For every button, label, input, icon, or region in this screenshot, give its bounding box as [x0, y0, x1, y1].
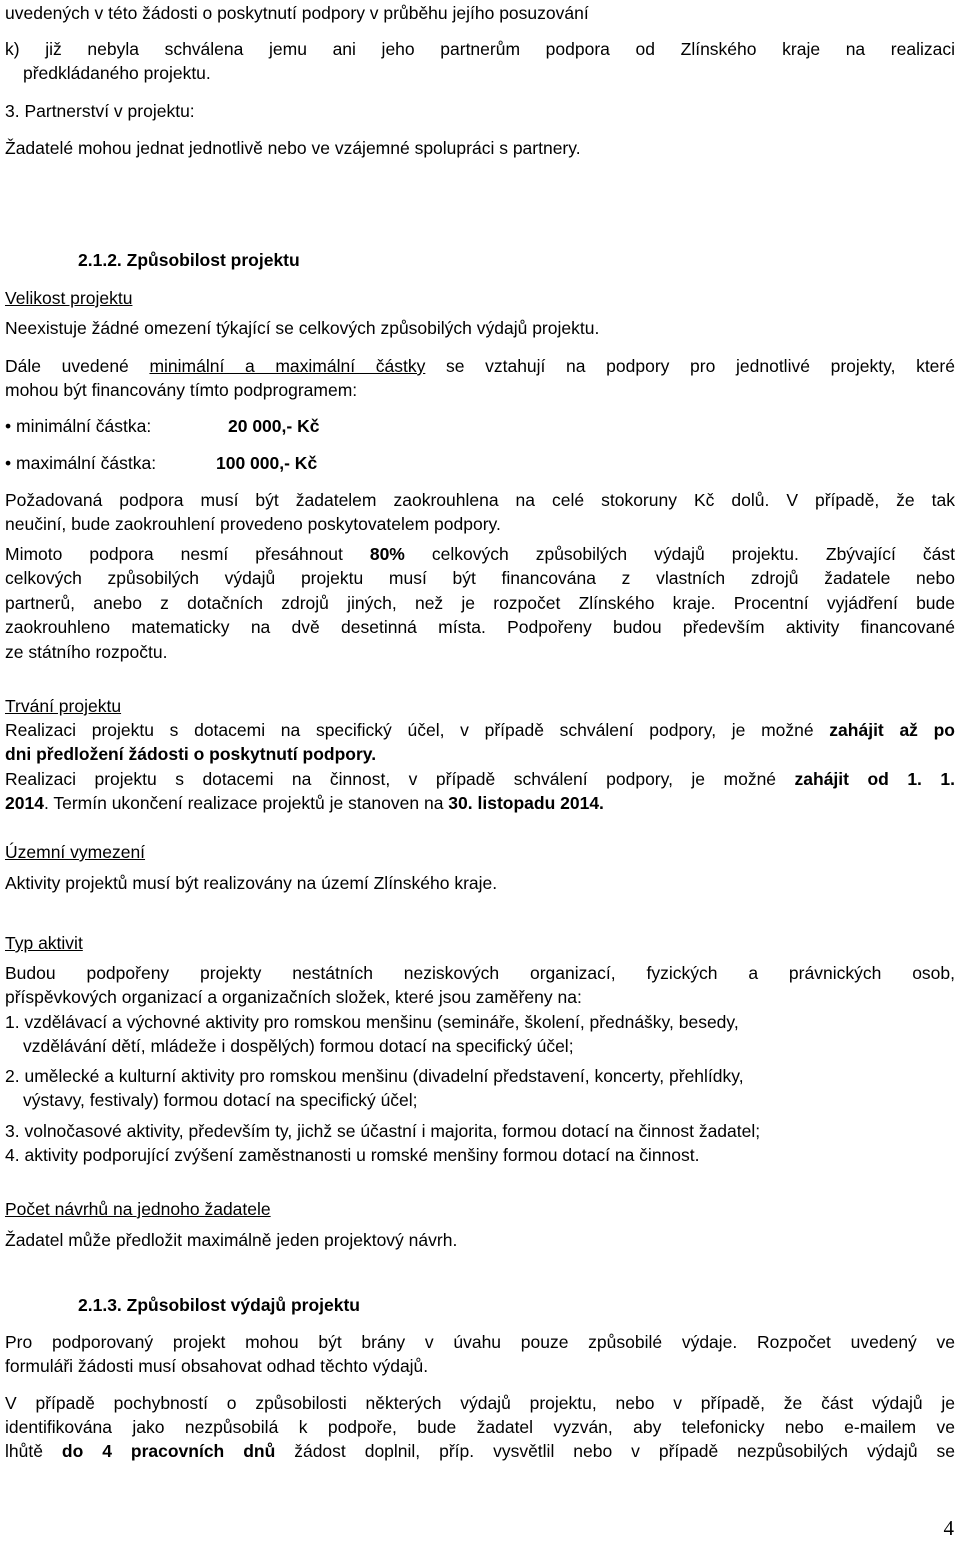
paragraph-cont: partnerů, anebo z dotačních zdrojů jiných, než je rozpočet Zlínského kraje. Procentní vyjádření bude: [5, 593, 955, 613]
section-heading-2-1-3: 2.1.3. Způsobilost výdajů projektu: [78, 1295, 360, 1315]
underlined-span: minimální a maximální částky: [149, 356, 426, 376]
paragraph-cont: zaokrouhleno matematicky na dvě desetinná místa. Podpořeny budou především aktivity financované: [5, 617, 955, 637]
list-item-1-cont: vzdělávání dětí, mládeže i dospělých) formou dotací na specifický účel;: [23, 1036, 574, 1056]
paragraph-cont: [5, 792, 955, 814]
paragraph-cont: ze státního rozpočtu.: [5, 642, 168, 662]
paragraph-cont: neučiní, bude zaokrouhlení provedeno poskytovatelem podpory.: [5, 514, 501, 534]
text-span: lhůtě: [5, 1441, 62, 1461]
paragraph-cont: dni předložení žádosti o poskytnutí podpory.: [5, 744, 377, 764]
text-span: Realizaci projektu s dotacemi na specifický účel, v případě schválení podpory, je možné: [5, 720, 830, 740]
list-item-1: 1. vzdělávací a výchovné aktivity pro romskou menšinu (semináře, školení, přednášky, besedy,: [5, 1012, 739, 1032]
bold-span: zahájit od 1. 1.: [794, 769, 955, 789]
subheading-velikost: Velikost projektu: [5, 288, 133, 308]
paragraph: [5, 543, 955, 565]
list-item-k-cont: předkládaného projektu.: [23, 63, 211, 83]
paragraph-cont: příspěvkových organizací a organizačních složek, které jsou zaměřeny na:: [5, 987, 582, 1007]
paragraph: [5, 719, 955, 741]
subheading-trvani: Trvání projektu: [5, 696, 122, 716]
text-span: celkových způsobilých výdajů projektu. Zbývající část: [404, 544, 955, 564]
bold-span: do 4 pracovních dnů: [61, 1441, 276, 1461]
list-item-k: k) již nebyla schválena jemu ani jeho partnerům podpora od Zlínského kraje na realizaci: [5, 39, 955, 59]
paragraph: Neexistuje žádné omezení týkající se celkových způsobilých výdajů projektu.: [5, 318, 600, 338]
bold-span: 2014: [5, 793, 44, 813]
text-span: žádost doplnil, příp. vysvětlil nebo v případě nezpůsobilých výdajů se: [275, 1441, 955, 1461]
subheading-typ: Typ aktivit: [5, 933, 83, 953]
text-span: se vztahují na podpory pro jednotlivé projekty, které: [425, 356, 955, 376]
text-span: Mimoto podpora nesmí přesáhnout: [5, 544, 370, 564]
paragraph-cont: celkových způsobilých výdajů projektu musí být financována z vlastních zdrojů žadatele nebo: [5, 568, 955, 588]
paragraph: Požadovaná podpora musí být žadatelem zaokrouhlena na celé stokoruny Kč dolů. V případě, že tak: [5, 490, 955, 510]
max-value: 100 000,- Kč: [216, 453, 318, 473]
subheading-pocet: Počet návrhů na jednoho žadatele: [5, 1199, 271, 1219]
bullet-icon: •: [5, 416, 12, 436]
bold-span: zahájit až po: [829, 720, 956, 740]
list-item-3: 3. volnočasové aktivity, především ty, jichž se účastní i majorita, formou dotací na činnost žadatel;: [5, 1121, 761, 1141]
paragraph: Aktivity projektů musí být realizovány na území Zlínského kraje.: [5, 873, 498, 893]
bullet-max: [5, 452, 955, 474]
text-span: . Termín ukončení realizace projektů je stanoven na: [43, 793, 449, 813]
section-heading-2-1-2: 2.1.2. Způsobilost projektu: [78, 250, 300, 270]
paragraph: Budou podpořeny projekty nestátních neziskových organizací, fyzických a právnických osob,: [5, 963, 955, 983]
paragraph: Žadatel může předložit maximálně jeden projektový návrh.: [5, 1230, 458, 1250]
list-item-2-cont: výstavy, festivaly) formou dotací na specifický účel;: [23, 1090, 418, 1110]
paragraph: V případě pochybností o způsobilosti některých výdajů projektu, nebo v případě, že část výdajů je: [5, 1393, 955, 1413]
paragraph-cont: mohou být financovány tímto podprogramem:: [5, 380, 358, 400]
paragraph-cont: formuláři žádosti musí obsahovat odhad těchto výdajů.: [5, 1356, 429, 1376]
min-label: minimální částka:: [16, 416, 152, 436]
max-label: maximální částka:: [16, 453, 157, 473]
section-title: 3. Partnerství v projektu:: [5, 101, 195, 121]
paragraph-cont: [5, 1440, 955, 1462]
list-item-4: 4. aktivity podporující zvýšení zaměstnanosti u romské menšiny formou dotací na činnost.: [5, 1145, 700, 1165]
bold-span: 80%: [369, 544, 405, 564]
subheading-uzemni: Územní vymezení: [5, 842, 146, 862]
bold-span: 30. listopadu 2014.: [448, 793, 604, 813]
list-item-2: 2. umělecké a kulturní aktivity pro romskou menšinu (divadelní představení, koncerty, přehlídky,: [5, 1066, 744, 1086]
text-span: Dále uvedené: [5, 356, 150, 376]
paragraph: Pro podporovaný projekt mohou být brány v úvahu pouze způsobilé výdaje. Rozpočet uvedený ve: [5, 1332, 955, 1352]
paragraph-cont: identifikována jako nezpůsobilá k podpoře, bude žadatel vyzván, aby telefonicky nebo e-mailem ve: [5, 1417, 955, 1437]
page-number: 4: [943, 1516, 954, 1540]
bullet-min: [5, 415, 955, 437]
min-value: 20 000,- Kč: [228, 416, 320, 436]
text-line: uvedených v této žádosti o poskytnutí podpory v průběhu jejího posuzování: [5, 3, 589, 23]
paragraph: [5, 355, 955, 377]
bullet-icon: •: [5, 453, 12, 473]
paragraph: [5, 768, 955, 790]
text-span: Realizaci projektu s dotacemi na činnost, v případě schválení podpory, je možné: [5, 769, 795, 789]
paragraph: Žadatelé mohou jednat jednotlivě nebo ve vzájemné spolupráci s partnery.: [5, 138, 581, 158]
